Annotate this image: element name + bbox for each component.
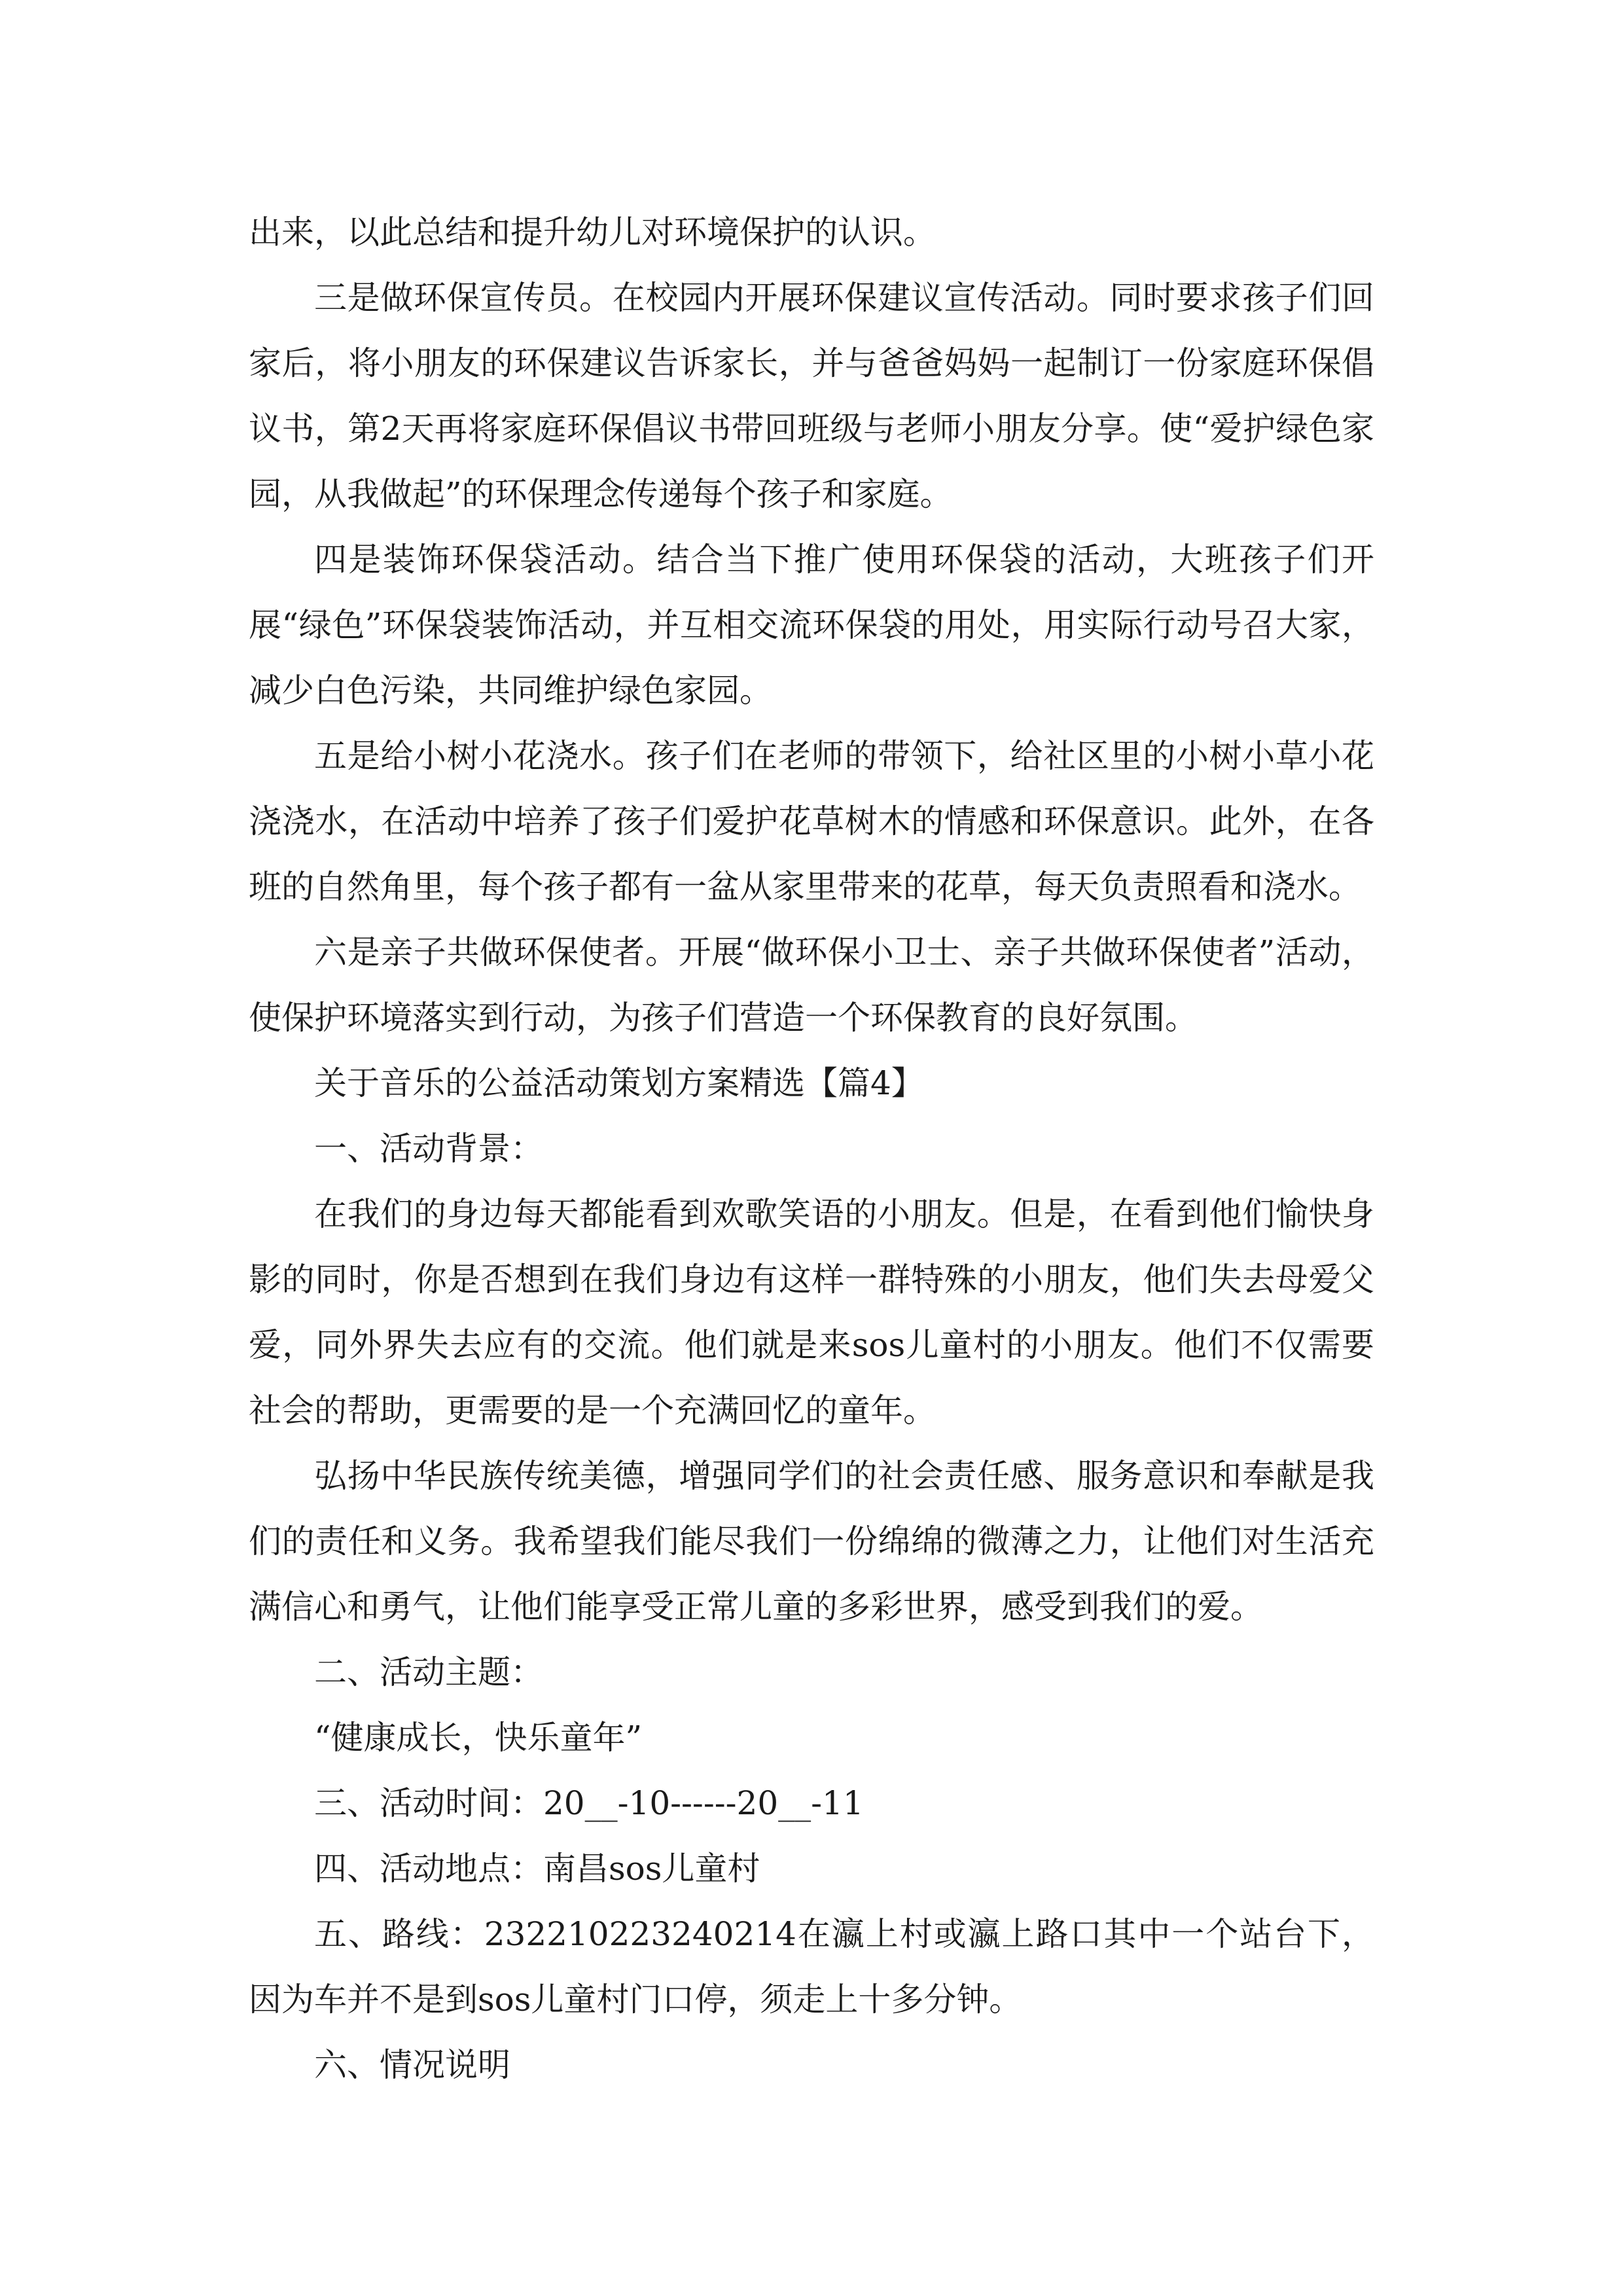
paragraph-point-three: 三是做环保宣传员。在校园内开展环保建议宣传活动。同时要求孩子们回家后，将小朋友的环保建议告诉家长，并与爸爸妈妈一起制订一份家庭环保倡议书，第2天再将家庭环保倡议书带回班级与老师小朋友分享。使“爱护绿色家园，从我做起”的环保理念传递每个孩子和家庭。: [249, 279, 1374, 513]
paragraph-background-2: 弘扬中华民族传统美德，增强同学们的社会责任感、服务意识和奉献是我们的责任和义务。我希望我们能尽我们一份绵绵的微薄之力，让他们对生活充满信心和勇气，让他们能享受正常儿童的多彩世界，感受到我们的爱。: [249, 1457, 1374, 1626]
paragraph-background-1: 在我们的身边每天都能看到欢歌笑语的小朋友。但是，在看到他们愉快身影的同时，你是否想到在我们身边有这样一群特殊的小朋友，他们失去母爱父爱，同外界失去应有的交流。他们就是来sos儿童村的小朋友。他们不仅需要社会的帮助，更需要的是一个充满回忆的童年。: [249, 1195, 1374, 1429]
paragraph-point-six: 六是亲子共做环保使者。开展“做环保小卫士、亲子共做环保使者”活动，使保护环境落实到行动，为孩子们营造一个环保教育的良好氛围。: [249, 933, 1374, 1037]
heading-background: 一、活动背景：: [314, 1130, 543, 1168]
theme-text: “健康成长，快乐童年”: [314, 1719, 643, 1757]
route: 五、路线：232210223240214在瀛上村或瀛上路口其中一个站台下，因为车并不是到sos儿童村门口停，须走上十多分钟。: [249, 1915, 1374, 2018]
paragraph-point-four: 四是装饰环保袋活动。结合当下推广使用环保袋的活动，大班孩子们开展“绿色”环保袋装饰活动，并互相交流环保袋的用处，用实际行动号召大家，减少白色污染，共同维护绿色家园。: [249, 541, 1374, 709]
paragraph-point-five: 五是给小树小花浇水。孩子们在老师的带领下，给社区里的小树小草小花浇浇水，在活动中培养了孩子们爱护花草树木的情感和环保意识。此外，在各班的自然角里，每个孩子都有一盆从家里带来的花草，每天负责照看和浇水。: [249, 737, 1374, 906]
section-title: 关于音乐的公益活动策划方案精选【篇4】: [314, 1064, 924, 1102]
document-body: [249, 200, 1374, 2098]
activity-time: 三、活动时间：20__-10------20__-11: [314, 1784, 864, 1822]
heading-theme: 二、活动主题：: [314, 1653, 543, 1691]
paragraph-continuation: 出来，以此总结和提升幼儿对环境保护的认识。: [249, 213, 936, 251]
activity-location: 四、活动地点：南昌sos儿童村: [314, 1850, 760, 1888]
heading-situation: 六、情况说明: [314, 2046, 510, 2084]
